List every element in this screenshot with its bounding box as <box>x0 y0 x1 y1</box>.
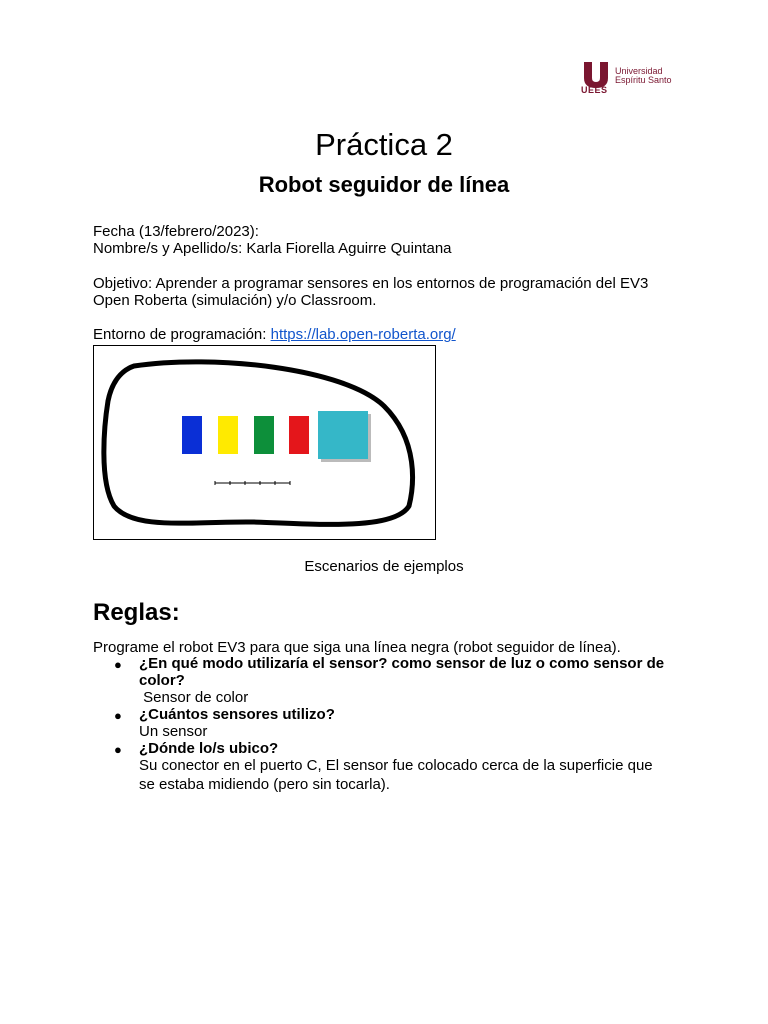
rules-intro: Programe el robot EV3 para que siga una línea negra (robot seguidor de línea). <box>93 639 621 656</box>
answer-2: Un sensor <box>139 723 208 740</box>
logo-text <box>615 67 672 85</box>
question-2: ¿Cuántos sensores utilizo? <box>139 706 335 723</box>
bullet-icon: ● <box>114 742 122 757</box>
question-1-line-2: color? <box>139 672 185 689</box>
date-line: Fecha (13/febrero/2023): <box>93 223 259 240</box>
question-3: ¿Dónde lo/s ubico? <box>139 740 279 757</box>
objective-line-1: Objetivo: Aprender a programar sensores en los entornos de programación del EV3 <box>93 275 649 292</box>
scenario-figure <box>93 345 436 540</box>
bullet-icon: ● <box>114 657 122 672</box>
logo-abbrev: UEES <box>581 85 608 95</box>
green-block <box>254 416 274 454</box>
page-subtitle: Robot seguidor de línea <box>258 172 510 197</box>
red-block <box>289 416 309 454</box>
yellow-block <box>218 416 238 454</box>
question-1-line-1: ¿En qué modo utilizaría el sensor? como sensor de luz o como sensor de <box>139 655 665 672</box>
logo-text-line1: Universidad <box>615 66 663 76</box>
university-logo <box>580 60 680 96</box>
blue-block <box>182 416 202 454</box>
bullet-icon: ● <box>114 708 122 723</box>
cyan-block <box>318 411 368 459</box>
objective-line-2: Open Roberta (simulación) y/o Classroom. <box>93 292 377 309</box>
environment-label: Entorno de programación: <box>93 326 271 343</box>
page-title: Práctica 2 <box>315 127 453 162</box>
figure-caption: Escenarios de ejemplos <box>304 558 464 575</box>
answer-3-line-2: se estaba midiendo (pero sin tocarla). <box>139 776 390 793</box>
names-line: Nombre/s y Apellido/s: Karla Fiorella Aguirre Quintana <box>93 240 452 257</box>
rules-heading: Reglas: <box>93 599 180 626</box>
answer-3-line-1: Su conector en el puerto C, El sensor fue colocado cerca de la superficie que <box>139 757 653 774</box>
environment-line <box>93 326 456 343</box>
answer-1: Sensor de color <box>139 689 249 706</box>
logo-text-line2: Espíritu Santo <box>615 75 672 85</box>
open-roberta-link[interactable]: https://lab.open-roberta.org/ <box>270 326 456 343</box>
scenario-image <box>94 346 435 539</box>
